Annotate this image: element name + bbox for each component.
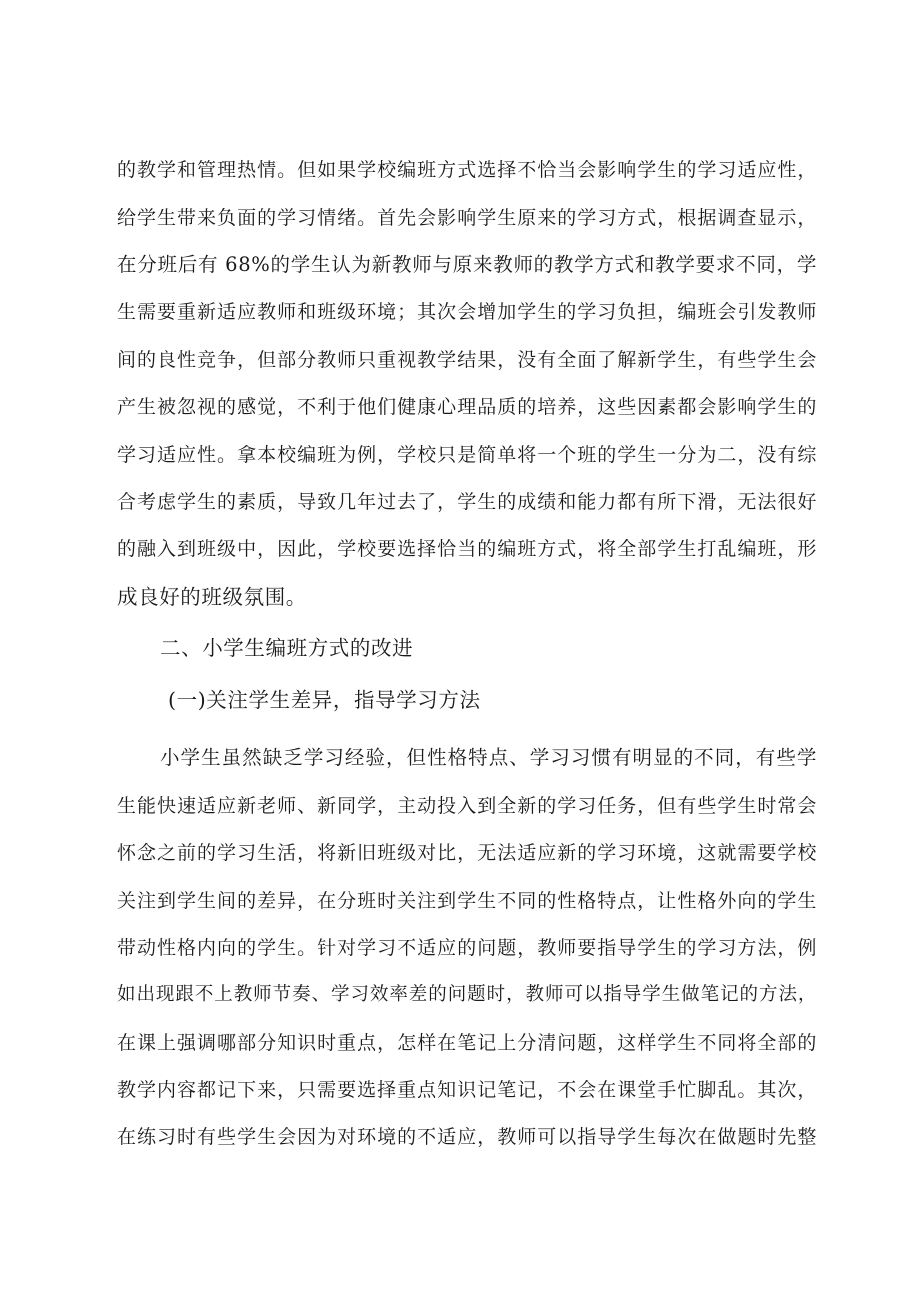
paragraph-2-line: 带动性格内向的学生。针对学习不适应的问题，教师要指导学生的学习方法，例 xyxy=(117,937,817,959)
paragraph-2-line: 在练习时有些学生会因为对环境的不适应，教师可以指导学生每次在做题时先整 xyxy=(117,1126,817,1148)
paragraph-2-line: 怀念之前的学习生活，将新旧班级对比，无法适应新的学习环境，这就需要学校 xyxy=(117,842,817,864)
paragraph-2-line: 生能快速适应新老师、新同学，主动投入到全新的学习任务，但有些学生时常会 xyxy=(117,795,817,817)
paragraph-2-line: 如出现跟不上教师节奏、学习效率差的问题时，教师可以指导学生做笔记的方法， xyxy=(117,984,817,1005)
paragraph-1-line: 在分班后有 68%的学生认为新教师与原来教师的教学方式和教学要求不同，学 xyxy=(117,253,817,276)
paragraph-1-line: 学习适应性。拿本校编班为例，学校只是简单将一个班的学生一分为二，没有综 xyxy=(117,444,817,466)
paragraph-1-line: 的教学和管理热情。但如果学校编班方式选择不恰当会影响学生的学习适应性， xyxy=(117,159,817,181)
paragraph-2-line: 关注到学生间的差异，在分班时关注到学生不同的性格特点，让性格外向的学生 xyxy=(117,890,817,912)
paragraph-1-line: 合考虑学生的素质，导致几年过去了，学生的成绩和能力都有所下滑，无法很好 xyxy=(117,491,817,513)
paragraph-2-line: 小学生虽然缺乏学习经验，但性格特点、学习习惯有明显的不同，有些学 xyxy=(160,746,817,769)
paragraph-1-line: 生需要重新适应教师和班级环境；其次会增加学生的学习负担，编班会引发教师 xyxy=(117,301,817,323)
subsection-heading: (一)关注学生差异，指导学习方法 xyxy=(168,688,481,712)
paragraph-1-line: 给学生带来负面的学习情绪。首先会影响学生原来的学习方式，根据调查显示， xyxy=(117,207,817,229)
paragraph-1-line: 间的良性竞争，但部分教师只重视教学结果，没有全面了解新学生，有些学生会 xyxy=(117,349,817,371)
paragraph-1-line: 产生被忽视的感觉，不利于他们健康心理品质的培养，这些因素都会影响学生的 xyxy=(117,396,817,418)
paragraph-2-line: 在课上强调哪部分知识时重点，怎样在笔记上分清问题，这样学生不同将全部的 xyxy=(117,1032,817,1054)
paragraph-1-line: 的融入到班级中，因此，学校要选择恰当的编班方式，将全部学生打乱编班，形 xyxy=(117,538,817,560)
section-heading: 二、小学生编班方式的改进 xyxy=(160,636,414,660)
paragraph-2-line: 教学内容都记下来，只需要选择重点知识记笔记，不会在课堂手忙脚乱。其次， xyxy=(117,1079,817,1101)
paragraph-1-line: 成良好的班级氛围。 xyxy=(117,585,307,609)
